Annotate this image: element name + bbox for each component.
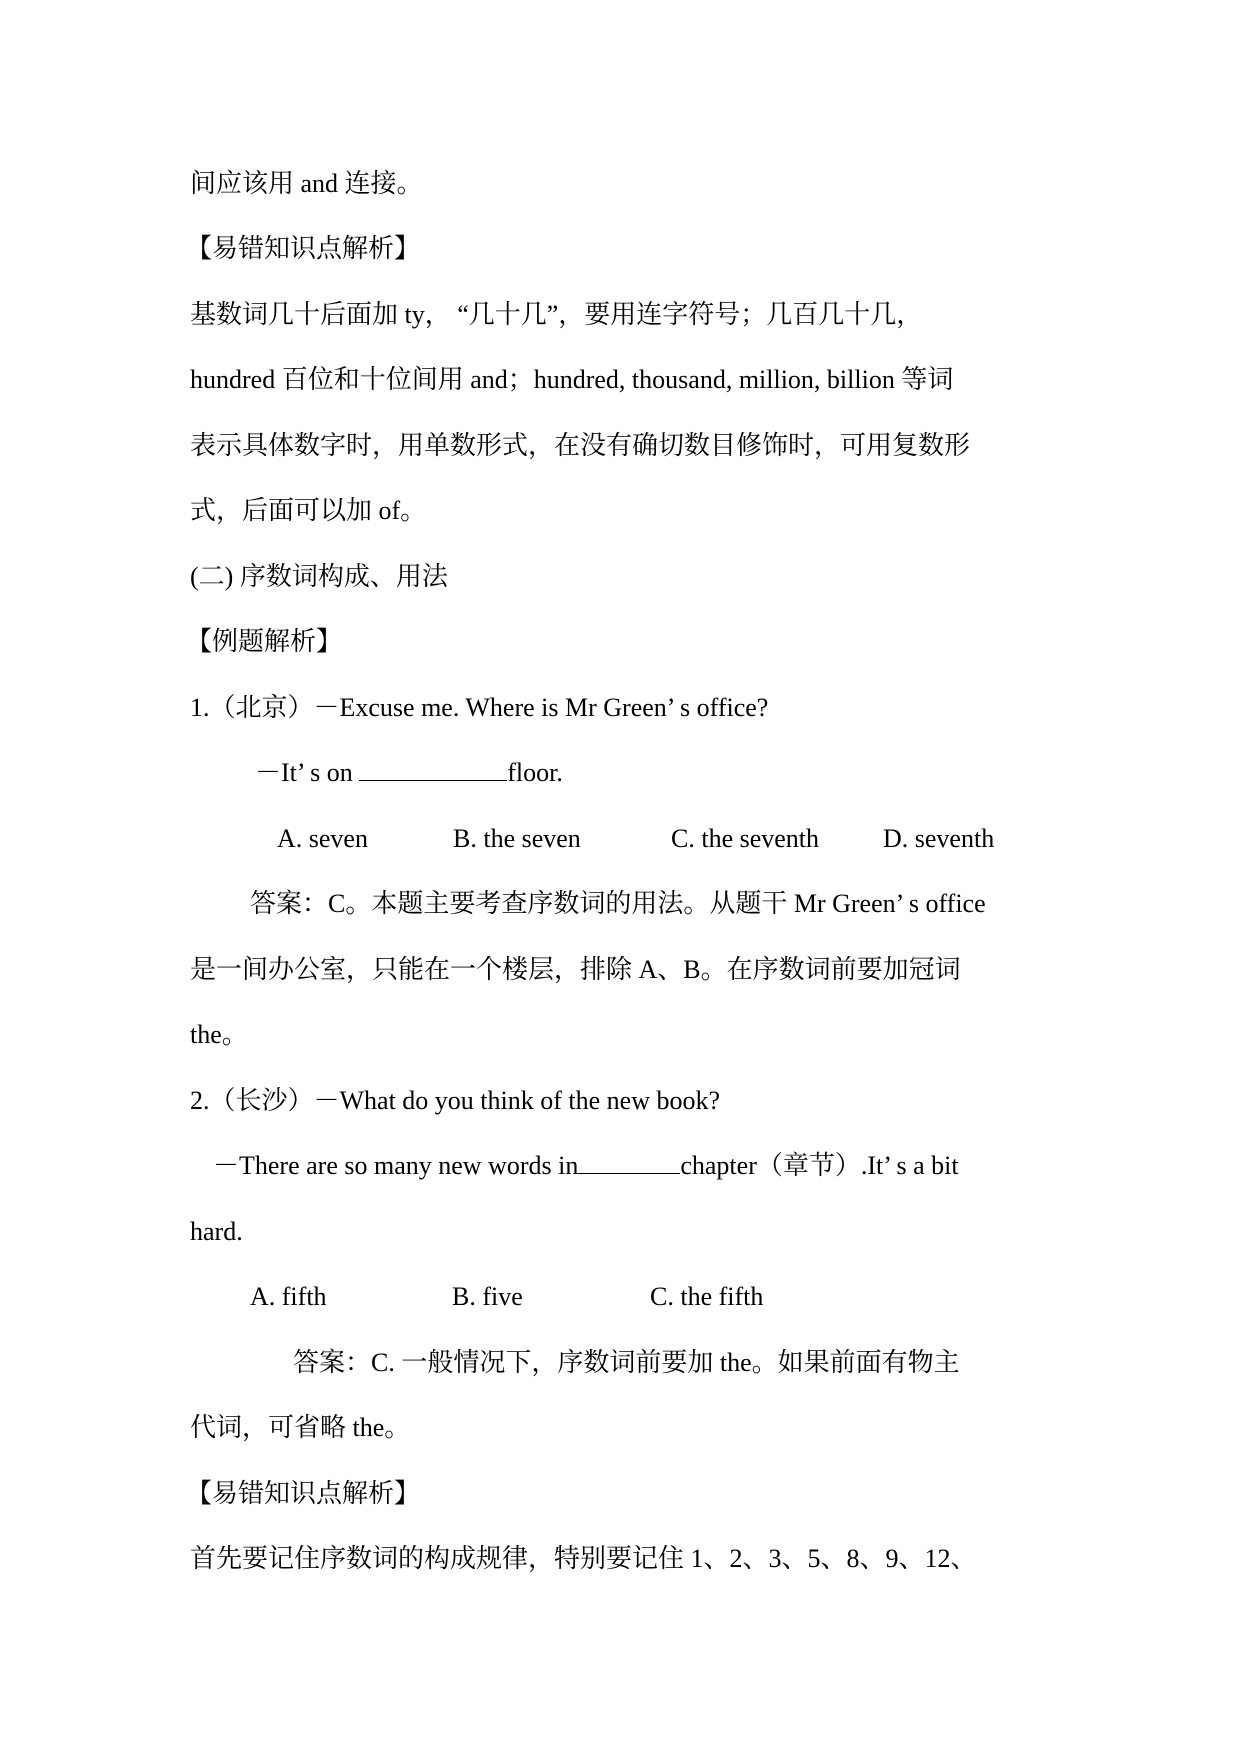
reply-text: floor. xyxy=(507,758,563,787)
option-c: C. the fifth xyxy=(650,1282,764,1311)
paragraph-line: 首先要记住序数词的构成规律，特别要记住 1、2、3、5、8、9、12、 xyxy=(190,1544,977,1573)
option-c: C. the seventh xyxy=(671,824,820,853)
paragraph-line: 间应该用 and 连接。 xyxy=(190,169,423,198)
reply-text: －It’ s on xyxy=(255,758,360,787)
question-2-reply-cont: hard. xyxy=(190,1217,243,1246)
question-1-reply xyxy=(255,753,563,793)
section-heading: 【易错知识点解析】 xyxy=(186,234,421,263)
answer-explanation: 代词，可省略 the。 xyxy=(190,1413,411,1442)
answer-explanation: 答案：C. 一般情况下，序数词前要加 the。如果前面有物主 xyxy=(293,1348,960,1377)
question-2-stem: 2.（长沙）－What do you think of the new book? xyxy=(190,1086,721,1115)
paragraph-line: 式，后面可以加 of。 xyxy=(190,496,427,525)
paragraph-line: hundred 百位和十位间用 and；hundred, thousand, million, billion 等词 xyxy=(190,365,954,394)
answer-blank xyxy=(578,1147,680,1174)
section-heading: 【易错知识点解析】 xyxy=(186,1479,421,1508)
answer-explanation: the。 xyxy=(190,1020,248,1049)
option-a: A. seven xyxy=(277,824,368,853)
option-d: D. seventh xyxy=(883,824,995,853)
option-a: A. fifth xyxy=(250,1282,327,1311)
option-b: B. five xyxy=(452,1282,523,1311)
reply-text: chapter（章节）.It’ s a bit xyxy=(680,1151,959,1180)
option-b: B. the seven xyxy=(453,824,581,853)
question-1-stem: 1.（北京）－Excuse me. Where is Mr Green’ s office? xyxy=(190,693,769,722)
paragraph-line: 基数词几十后面加 ty， “几十几”，要用连字符号；几百几十几， xyxy=(190,300,923,329)
answer-blank xyxy=(359,754,507,781)
paragraph-line: 表示具体数字时，用单数形式，在没有确切数目修饰时，可用复数形 xyxy=(190,431,971,460)
answer-explanation: 是一间办公室，只能在一个楼层，排除 A、B。在序数词前要加冠词 xyxy=(190,955,961,984)
question-1-options xyxy=(277,819,994,859)
section-heading: 【例题解析】 xyxy=(186,627,343,656)
question-2-reply xyxy=(213,1146,959,1186)
question-2-options xyxy=(250,1277,763,1317)
reply-text: －There are so many new words in xyxy=(213,1151,579,1180)
subsection-title: (二) 序数词构成、用法 xyxy=(190,562,448,591)
answer-explanation: 答案：C。本题主要考查序数词的用法。从题干 Mr Green’ s office xyxy=(250,889,986,918)
